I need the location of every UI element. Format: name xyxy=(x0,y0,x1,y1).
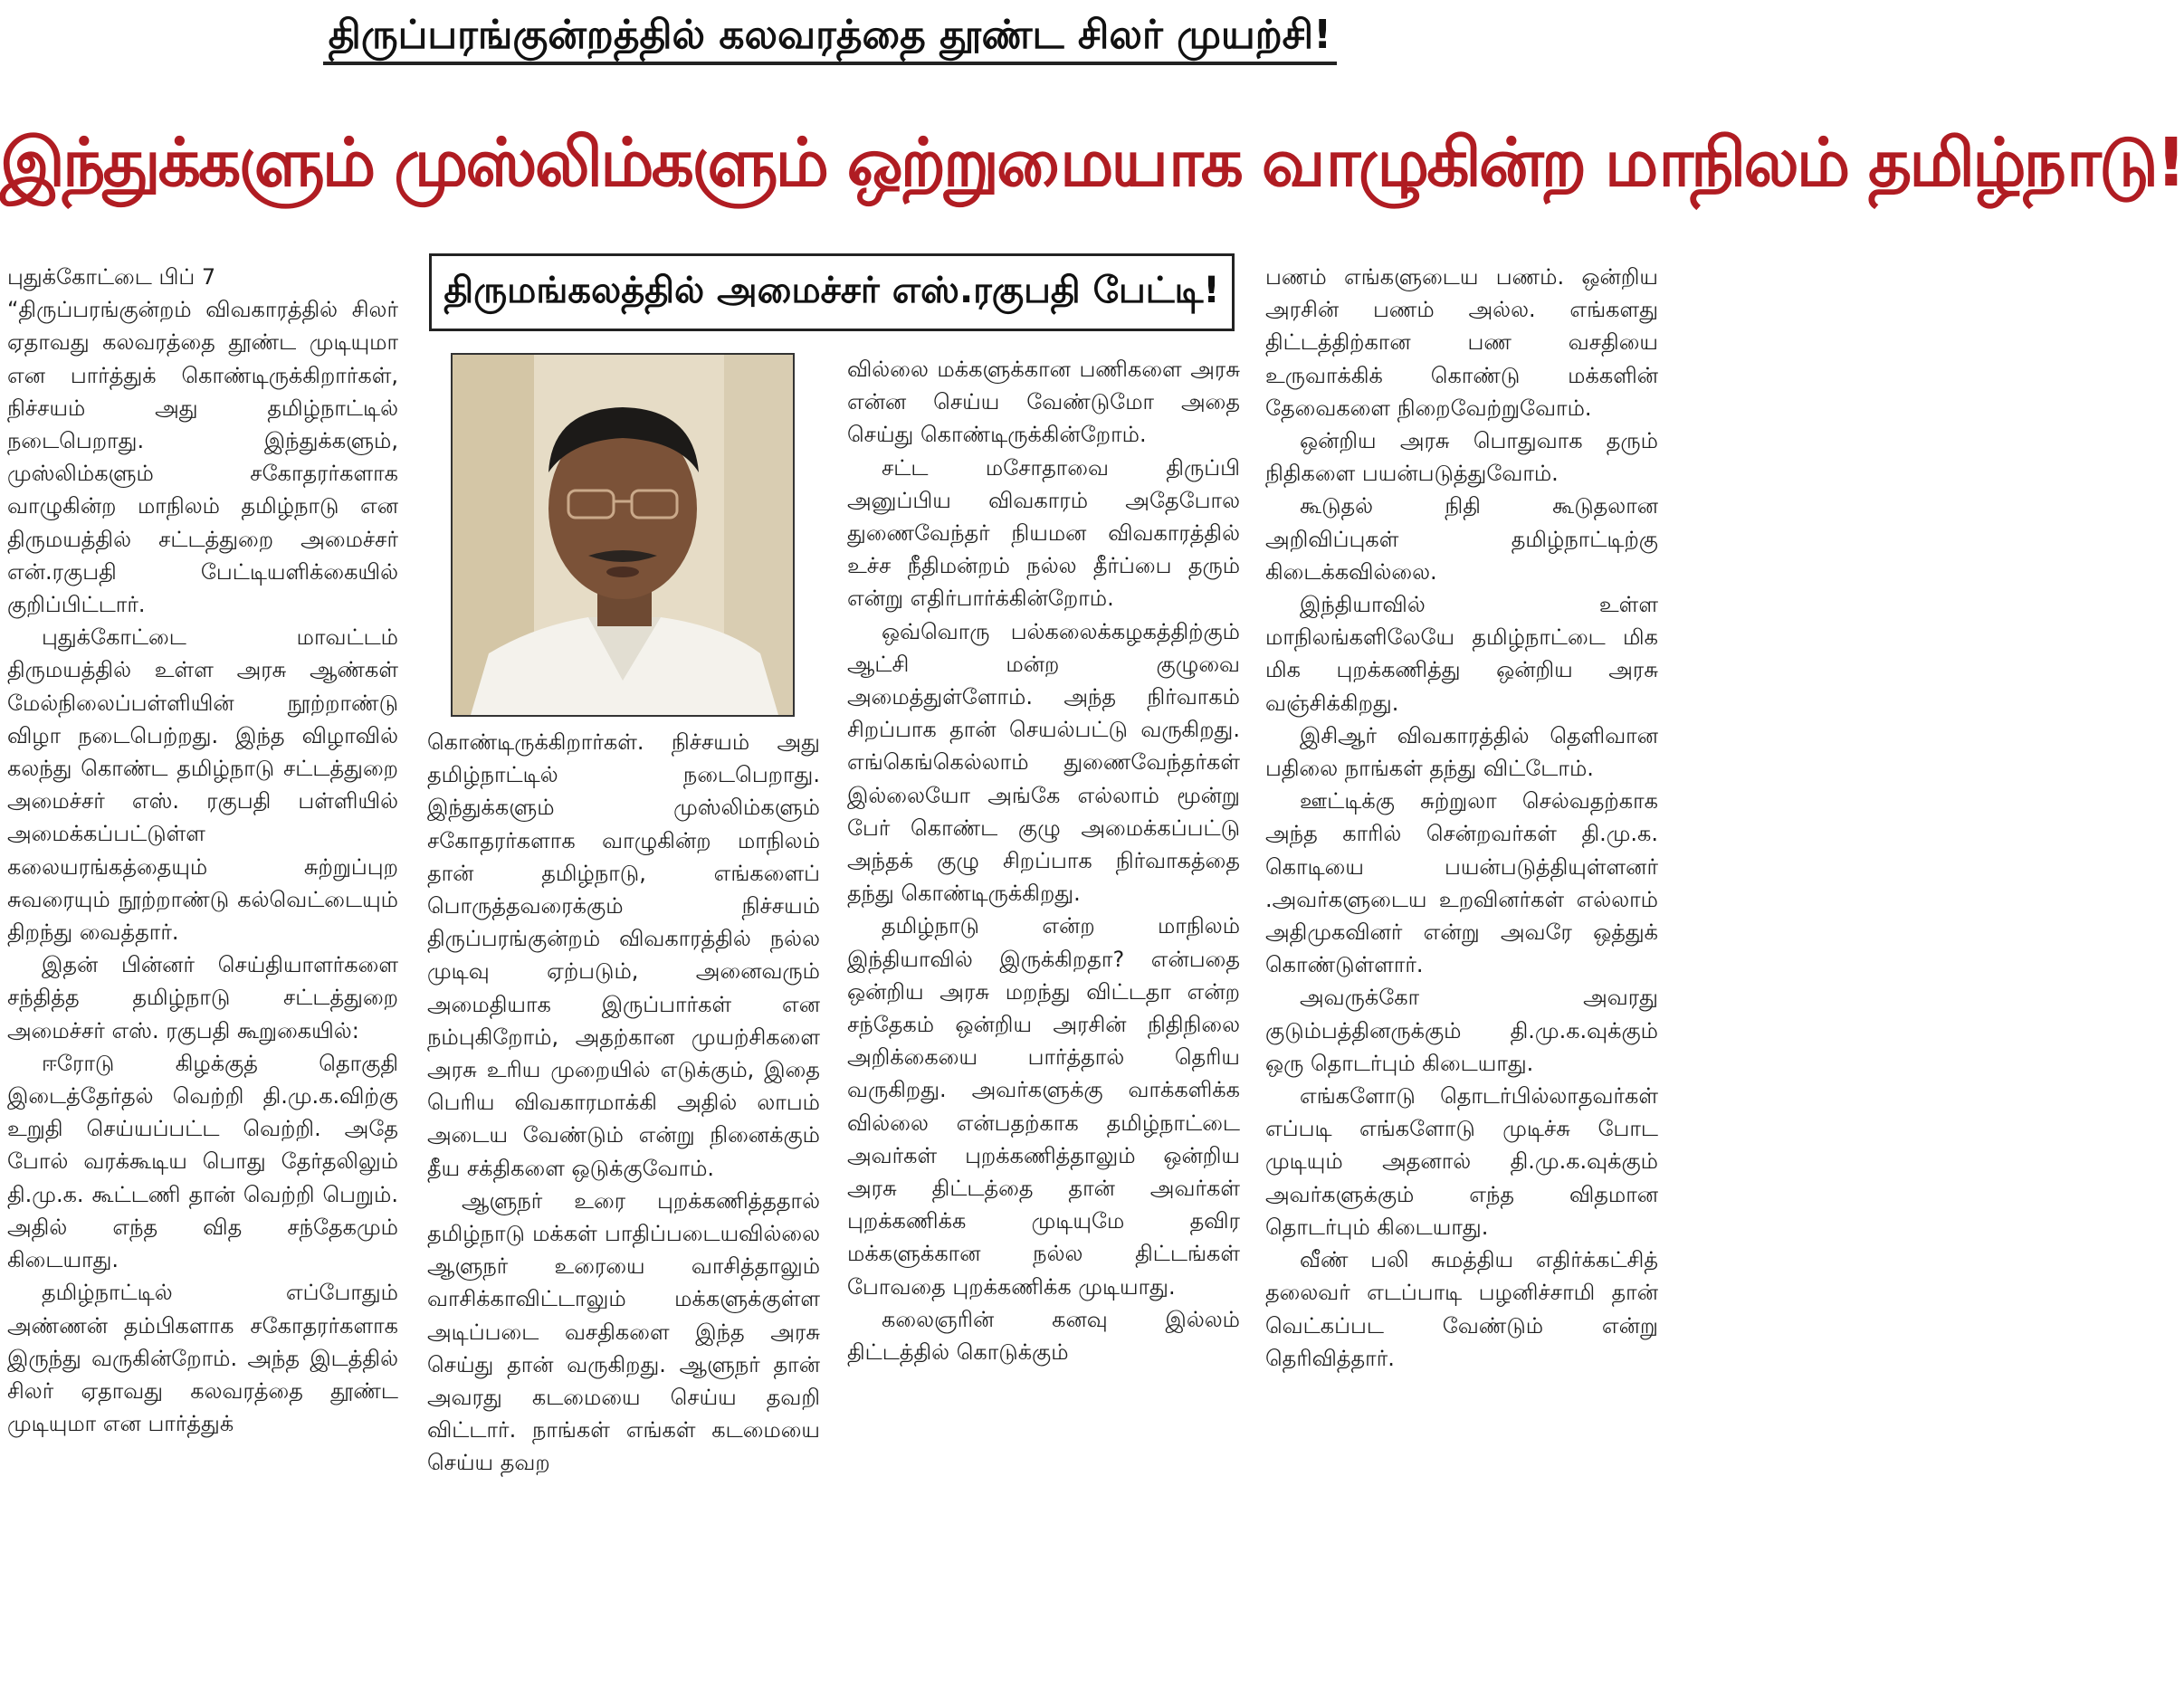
paragraph: புதுக்கோட்டை மாவட்டம் திருமயத்தில் உள்ள அரசு ஆண்கள் மேல்நிலைப்பள்ளியின் நூற்றாண்டு விழா நடைபெற்றது. இந்த விழாவில் கலந்து கொண்ட தமிழ்நாடு சட்டத்துறை அமைச்சர் எஸ். ரகுபதி பள்ளியில் அமைக்கப்பட்டுள்ள கலையரங்கத்தையும் சுற்றுப்புற சுவரையும் நூற்றாண்டு கல்வெட்டையும் திறந்து வைத்தார். xyxy=(7,624,398,946)
kicker-headline xyxy=(0,7,1660,63)
paragraph: கூடுதல் நிதி கூடுதலான அறிவிப்புகள் தமிழ்நாட்டிற்கு கிடைக்கவில்லை. xyxy=(1265,493,1658,585)
portrait-photo-icon xyxy=(453,355,793,715)
article-column-4 xyxy=(1265,261,1658,1696)
paragraph: ஒன்றிய அரசு பொதுவாக தரும் நிதிகளை பயன்படுத்துவோம். xyxy=(1265,428,1658,487)
paragraph: கலைஞரின் கனவு இல்லம் திட்டத்தில் கொடுக்கும் xyxy=(847,1306,1240,1366)
article-column-3 xyxy=(847,353,1240,1696)
paragraph: இசிஆர் விவகாரத்தில் தெளிவான பதிலை நாங்கள் தந்து விட்டோம். xyxy=(1265,722,1658,782)
paragraph: கொண்டிருக்கிறார்கள். நிச்சயம் அது தமிழ்நாட்டில் நடைபெறாது. இந்துக்களும் முஸ்லிம்களும் சகோதரர்களாக வாழுகின்ற மாநிலம் தான் தமிழ்நாடு, எங்களைப் பொருத்தவரைக்கும் நிச்சயம் திருப்பரங்குன்றம் விவகாரத்தில் நல்ல முடிவு ஏற்படும், அனைவரும் அமைதியாக இருப்பார்கள் என நம்புகிறோம், அதற்கான முயற்சிகளை அரசு உரிய முறையில் எடுக்கும், இதை பெரிய விவகாரமாக்கி அதில் லாபம் அடைய வேண்டும் என்று நினைக்கும் தீய சக்திகளை ஒடுக்குவோம். xyxy=(427,729,820,1181)
minister-photo xyxy=(451,353,795,717)
paragraph: தமிழ்நாடு என்ற மாநிலம் இந்தியாவில் இருக்கிறதா? என்பதை ஒன்றிய அரசு மறந்து விட்டதா என்ற சந்தேகம் ஒன்றிய அரசின் நிதிநிலை அறிக்கையை பார்த்தால் தெரிய வருகிறது. அவர்களுக்கு வாக்களிக்க வில்லை என்பதற்காக தமிழ்நாட்டை அவர்கள் புறக்கணித்தாலும் ஒன்றிய அரசு திட்டத்தை தான் அவர்கள் புறக்கணிக்க முடியுமே தவிர மக்களுக்கான நல்ல திட்டங்கள் போவதை புறக்கணிக்க முடியாது. xyxy=(847,913,1240,1300)
paragraph: ஈரோடு கிழக்குத் தொகுதி இடைத்தேர்தல் வெற்றி தி.மு.க.விற்கு உறுதி செய்யப்பட்ட வெற்றி. அதே போல் வரக்கூடிய பொது தேர்தலிலும் தி.மு.க. கூட்டணி தான் வெற்றி பெறும். அதில் எந்த வித சந்தேகமும் கிடையாது. xyxy=(7,1050,398,1273)
paragraph: இதன் பின்னர் செய்தியாளர்களை சந்தித்த தமிழ்நாடு சட்டத்துறை அமைச்சர் எஸ். ரகுபதி கூறுகையில்: xyxy=(7,952,398,1043)
paragraph: சட்ட மசோதாவை திருப்பி அனுப்பிய விவகாரம் அதேபோல துணைவேந்தர் நியமன விவகாரத்தில் உச்ச நீதிமன்றம் நல்ல தீர்ப்பை தரும் என்று எதிர்பார்க்கின்றோம். xyxy=(847,454,1240,612)
dateline: புதுக்கோட்டை பிப் 7 xyxy=(7,264,216,290)
paragraph: பணம் எங்களுடைய பணம். ஒன்றிய அரசின் பணம் அல்ல. எங்களது திட்டத்திற்கான பண வசதியை உருவாக்கிக் கொண்டு மக்களின் தேவைகளை நிறைவேற்றுவோம். xyxy=(1265,264,1658,421)
paragraph: இந்தியாவில் உள்ள மாநிலங்களிலேயே தமிழ்நாட்டை மிக மிக புறக்கணித்து ஒன்றிய அரசு வஞ்சிக்கிறது. xyxy=(1265,592,1658,716)
main-headline: இந்துக்களும் முஸ்லிம்களும் ஒற்றுமையாக வாழுகின்ற மாநிலம் தமிழ்நாடு! xyxy=(0,124,2184,202)
paragraph: எங்களோடு தொடர்பில்லாதவர்கள் எப்படி எங்களோடு முடிச்சு போட முடியும் அதனால் தி.மு.க.வுக்கும் அவர்களுக்கும் எந்த விதமான தொடர்பும் கிடையாது. xyxy=(1265,1083,1658,1240)
paragraph: ஊட்டிக்கு சுற்றுலா செல்வதற்காக அந்த காரில் சென்றவர்கள் தி.மு.க. கொடியை பயன்படுத்தியுள்ளனர் .அவர்களுடைய உறவினர்கள் எல்லாம் அதிமுகவினர் என்று அவரே ஒத்துக் கொண்டுள்ளார். xyxy=(1265,788,1658,978)
paragraph: “திருப்பரங்குன்றம் விவகாரத்தில் சிலர் ஏதாவது கலவரத்தை தூண்ட முடியுமா என பார்த்துக் கொண்டிருக்கிறார்கள், நிச்சயம் அது தமிழ்நாட்டில் நடைபெறாது. இந்துக்களும், முஸ்லிம்களும் சகோதரர்களாக வாழுகின்ற மாநிலம் தமிழ்நாடு என திருமயத்தில் சட்டத்துறை அமைச்சர் என்.ரகுபதி பேட்டியளிக்கையில் குறிப்பிட்டார். xyxy=(7,297,398,618)
paragraph: ஆளுநர் உரை புறக்கணித்ததால் தமிழ்நாடு மக்கள் பாதிப்படையவில்லை ஆளுநர் உரையை வாசித்தாலும் வாசிக்காவிட்டாலும் மக்களுக்குள்ள அடிப்படை வசதிகளை இந்த அரசு செய்து தான் வருகிறது. ஆளுநர் தான் அவரது கடமையை செய்ய தவறி விட்டார். நாங்கள் எங்கள் கடமையை செய்ய தவற xyxy=(427,1187,820,1476)
subheadline-box xyxy=(429,253,1235,331)
subheadline-text: திருமங்கலத்தில் அமைச்சர் எஸ்.ரகுபதி பேட்டி! xyxy=(443,269,1220,311)
paragraph: வீண் பலி சுமத்திய எதிர்க்கட்சித் தலைவர் எடப்பாடி பழனிச்சாமி தான் வெட்கப்பட வேண்டும் என்று தெரிவித்தார். xyxy=(1265,1247,1658,1371)
paragraph: ஒவ்வொரு பல்கலைக்கழகத்திற்கும் ஆட்சி மன்ற குழுவை அமைத்துள்ளோம். அந்த நிர்வாகம் சிறப்பாக தான் செயல்பட்டு வருகிறது. எங்கெங்கெல்லாம் துணைவேந்தர்கள் இல்லையோ அங்கே எல்லாம் மூன்று பேர் கொண்ட குழு அமைக்கப்பட்டு அந்தக் குழு சிறப்பாக நிர்வாகத்தை தந்து கொண்டிருக்கிறது. xyxy=(847,618,1240,907)
paragraph: அவருக்கோ அவரது குடும்பத்தினருக்கும் தி.மு.க.வுக்கும் ஒரு தொடர்பும் கிடையாது. xyxy=(1265,985,1658,1076)
paragraph: தமிழ்நாட்டில் எப்போதும் அண்ணன் தம்பிகளாக சகோதரர்களாக இருந்து வருகின்றோம். அந்த இடத்தில் சிலர் ஏதாவது கலவரத்தை தூண்ட முடியுமா என பார்த்துக் xyxy=(7,1280,398,1437)
kicker-text: திருப்பரங்குன்றத்தில் கலவரத்தை தூண்ட சிலர் முயற்சி! xyxy=(323,12,1337,65)
paragraph: வில்லை மக்களுக்கான பணிகளை அரசு என்ன செய்ய வேண்டுமோ அதை செய்து கொண்டிருக்கின்றோம். xyxy=(847,357,1240,448)
article-column-2 xyxy=(427,726,820,1696)
article-column-1 xyxy=(7,261,398,1696)
